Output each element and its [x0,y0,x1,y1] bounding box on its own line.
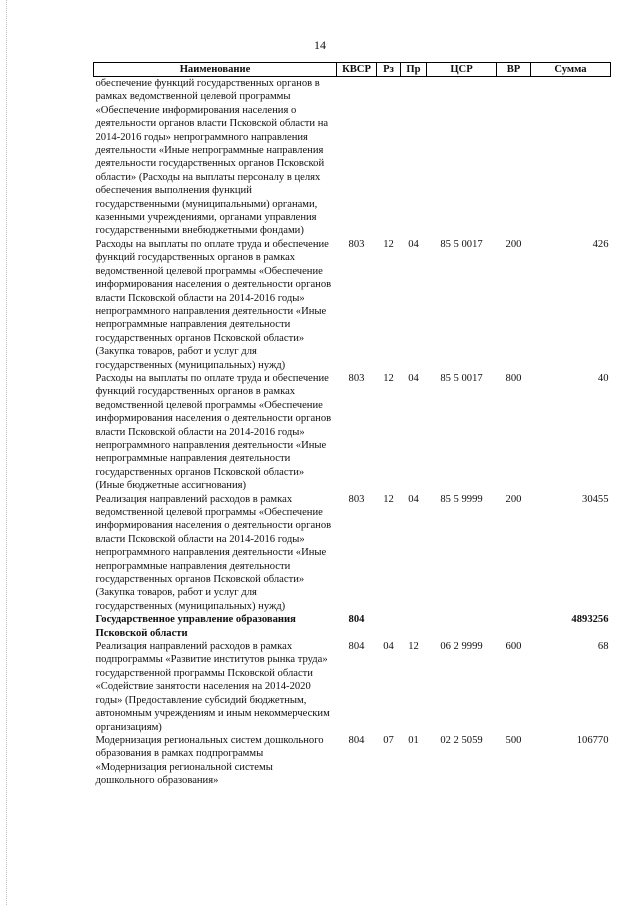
cell-pr: 12 [408,641,419,653]
cell-rz [377,613,401,640]
cell-kvsr: 803 [348,372,365,384]
table-row [94,613,611,640]
cell-kvsr: 804 [348,734,365,746]
page-number: 14 [314,38,326,52]
table-row [94,734,611,788]
cell-vr: 500 [505,734,522,746]
cell-kvsr: 804 [348,614,365,626]
cell-pr: 01 [408,734,419,746]
cell-sum: 68 [597,641,609,653]
header-rz: Рз [377,63,401,77]
header-pr: Пр [401,63,427,77]
cell-rz [377,77,401,238]
table-body [94,77,611,788]
cell-sum: 40 [597,372,609,384]
cell-rz: 12 [383,493,394,505]
cell-name: Расходы на выплаты по оплате труда и обеспечение функций государственных органов в рамках ведомственной целевой программы «Обеспечение информирования населения о деятельности органов власти Псковской области на 2014-2016 годы» непрограммного направления деятельности «Иные непрограммные направления деятельности государственных органов Псковской области» (Закупка товаров, работ и услуг для государственных (муниципальных) нужд) [95,238,332,371]
cell-pr: 04 [408,238,419,250]
cell-rz: 12 [383,238,394,250]
cell-pr [401,77,427,238]
table-row [94,77,611,238]
cell-csr [427,613,497,640]
cell-rz: 12 [383,372,394,384]
cell-rz: 04 [383,641,394,653]
cell-vr [497,613,531,640]
cell-name: Государственное управление образования Псковской области [95,614,296,639]
table-row [94,640,611,734]
cell-sum: 4893256 [571,614,609,626]
cell-kvsr: 804 [348,641,365,653]
cell-name: Расходы на выплаты по оплате труда и обеспечение функций государственных органов в рамках ведомственной целевой программы «Обеспечение информирования населения о деятельности органов власти Псковской области на 2014-2016 годы» непрограммного направления деятельности «Иные непрограммные направления деятельности государственных органов Псковской области» (Иные бюджетные ассигнования) [95,372,332,492]
cell-vr [497,77,531,238]
cell-sum: 426 [592,238,609,250]
cell-sum: 106770 [576,734,609,746]
cell-name: Реализация направлений расходов в рамках ведомственной целевой программы «Обеспечение информирования населения о деятельности органов власти Псковской области на 2014-2016 годы» непрограммного направления деятельности «Иные непрограммные направления деятельности государственных органов Псковской области» (Закупка товаров, работ и услуг для государственных (муниципальных) нужд) [95,493,332,612]
cell-name: обеспечение функций государственных органов в рамках ведомственной целевой программы «Обеспечение информирования населения о деятельности органов власти Псковской области на 2014-2016 годы» непрограммного направления деятельности «Иные непрограммные направления деятельности государственных органов Псковской области» (Расходы на выплаты персоналу в целях обеспечения выполнения функций государственными (муниципальными) органами, казенными учреждениями, органами управления государственными внебюджетными фондами) [95,78,329,237]
budget-table [93,62,611,788]
header-vr: ВР [497,63,531,77]
cell-csr: 85 5 9999 [440,493,483,505]
header-name: Наименование [94,63,337,77]
cell-vr: 200 [505,493,522,505]
cell-csr: 02 2 5059 [440,734,483,746]
cell-sum: 30455 [582,493,609,505]
cell-vr: 800 [505,372,522,384]
cell-name: Модернизация региональных систем дошкольного образования в рамках подпрограммы «Модернизация региональной системы дошкольного образования» [95,734,324,787]
cell-kvsr [337,77,377,238]
header-csr: ЦСР [427,63,497,77]
cell-vr: 200 [505,238,522,250]
table-row [94,238,611,372]
cell-csr [427,77,497,238]
cell-kvsr: 803 [348,493,365,505]
cell-rz: 07 [383,734,394,746]
cell-pr: 04 [408,372,419,384]
table-header [94,63,611,77]
cell-pr: 04 [408,493,419,505]
cell-csr: 06 2 9999 [440,641,483,653]
cell-kvsr: 803 [348,238,365,250]
table-row [94,493,611,614]
header-sum: Сумма [531,63,611,77]
cell-sum [531,77,611,238]
cell-vr: 600 [505,641,522,653]
cell-pr [401,613,427,640]
table-row [94,372,611,493]
cell-csr: 85 5 0017 [440,372,483,384]
cell-csr: 85 5 0017 [440,238,483,250]
scan-edge-line [6,0,7,905]
cell-name: Реализация направлений расходов в рамках подпрограммы «Развитие институтов рынка труда» государственной программы Псковской области «Содействие занятости населения на 2014-2020 годы» (Предоставление субсидий бюджетным, автономным учреждениям и иным некоммерческим организациям) [95,641,330,733]
header-kvsr: КВСР [337,63,377,77]
